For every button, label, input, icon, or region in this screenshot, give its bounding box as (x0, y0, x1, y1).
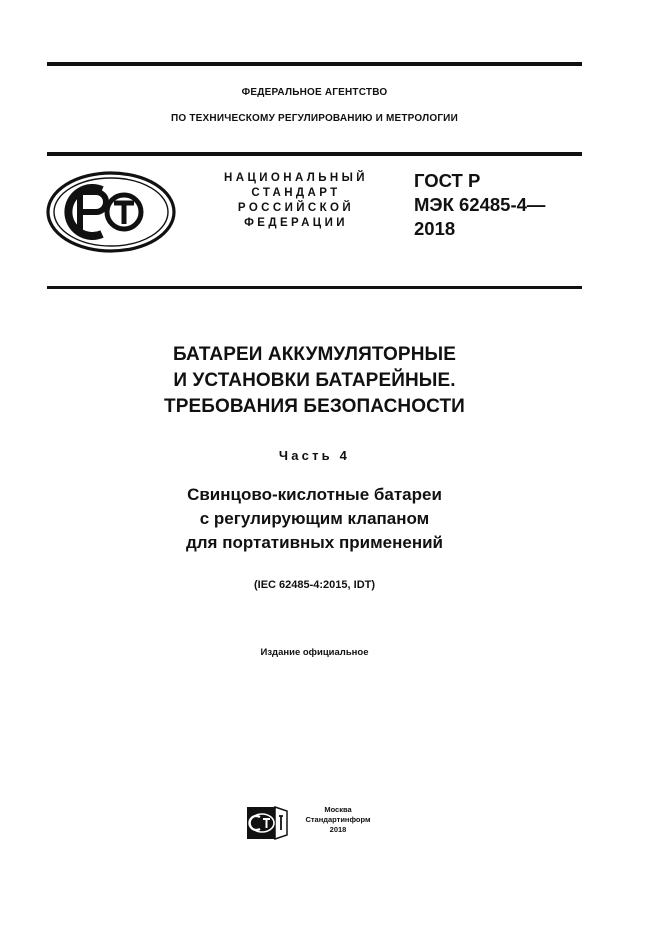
iec-reference: (IEC 62485-4:2015, IDT) (253, 579, 376, 591)
standard-type-line-1: НАЦИОНАЛЬНЫЙ (224, 172, 368, 184)
title-line-3: ТРЕБОВАНИЯ БЕЗОПАСНОСТИ (164, 396, 465, 417)
rst-gost-logo-icon (44, 170, 178, 259)
agency-line-2: ПО ТЕХНИЧЕСКОМУ РЕГУЛИРОВАНИЮ И МЕТРОЛОГИИ (171, 113, 458, 124)
standard-type-line-3: РОССИЙСКОЙ (237, 202, 355, 214)
designation (414, 169, 545, 241)
agency-line-1: ФЕДЕРАЛЬНОЕ АГЕНТСТВО (241, 87, 388, 98)
subtitle-line-3: для портативных применений (185, 533, 444, 552)
part-label: Часть 4 (278, 448, 351, 463)
top-rule (47, 62, 582, 66)
document-subtitle (47, 483, 582, 555)
subtitle-line-2: с регулирующим клапаном (199, 509, 430, 528)
document-title (47, 342, 582, 420)
designation-line-2: МЭК 62485-4— (414, 194, 546, 215)
title-line-2: И УСТАНОВКИ БАТАРЕЙНЫЕ. (173, 370, 456, 391)
header-rule (47, 152, 582, 156)
standard-type-line-4: ФЕДЕРАЦИИ (244, 217, 348, 229)
publisher-name: Стандартинформ (305, 815, 371, 824)
standard-type-line-2: СТАНДАРТ (251, 187, 341, 199)
standard-type (196, 171, 396, 231)
publisher-city: Москва (324, 805, 352, 814)
designation-line-3: 2018 (414, 218, 456, 239)
designation-line-1: ГОСТ Р (414, 170, 481, 191)
publisher-year: 2018 (329, 825, 347, 834)
title-line-1: БАТАРЕИ АККУМУЛЯТОРНЫЕ (172, 344, 457, 365)
subtitle-line-1: Свинцово-кислотные батареи (187, 485, 442, 504)
standartinform-logo-icon (246, 806, 288, 845)
publisher-info (296, 805, 380, 835)
edition-label: Издание официальное (260, 647, 369, 658)
lower-header-rule (47, 286, 582, 289)
